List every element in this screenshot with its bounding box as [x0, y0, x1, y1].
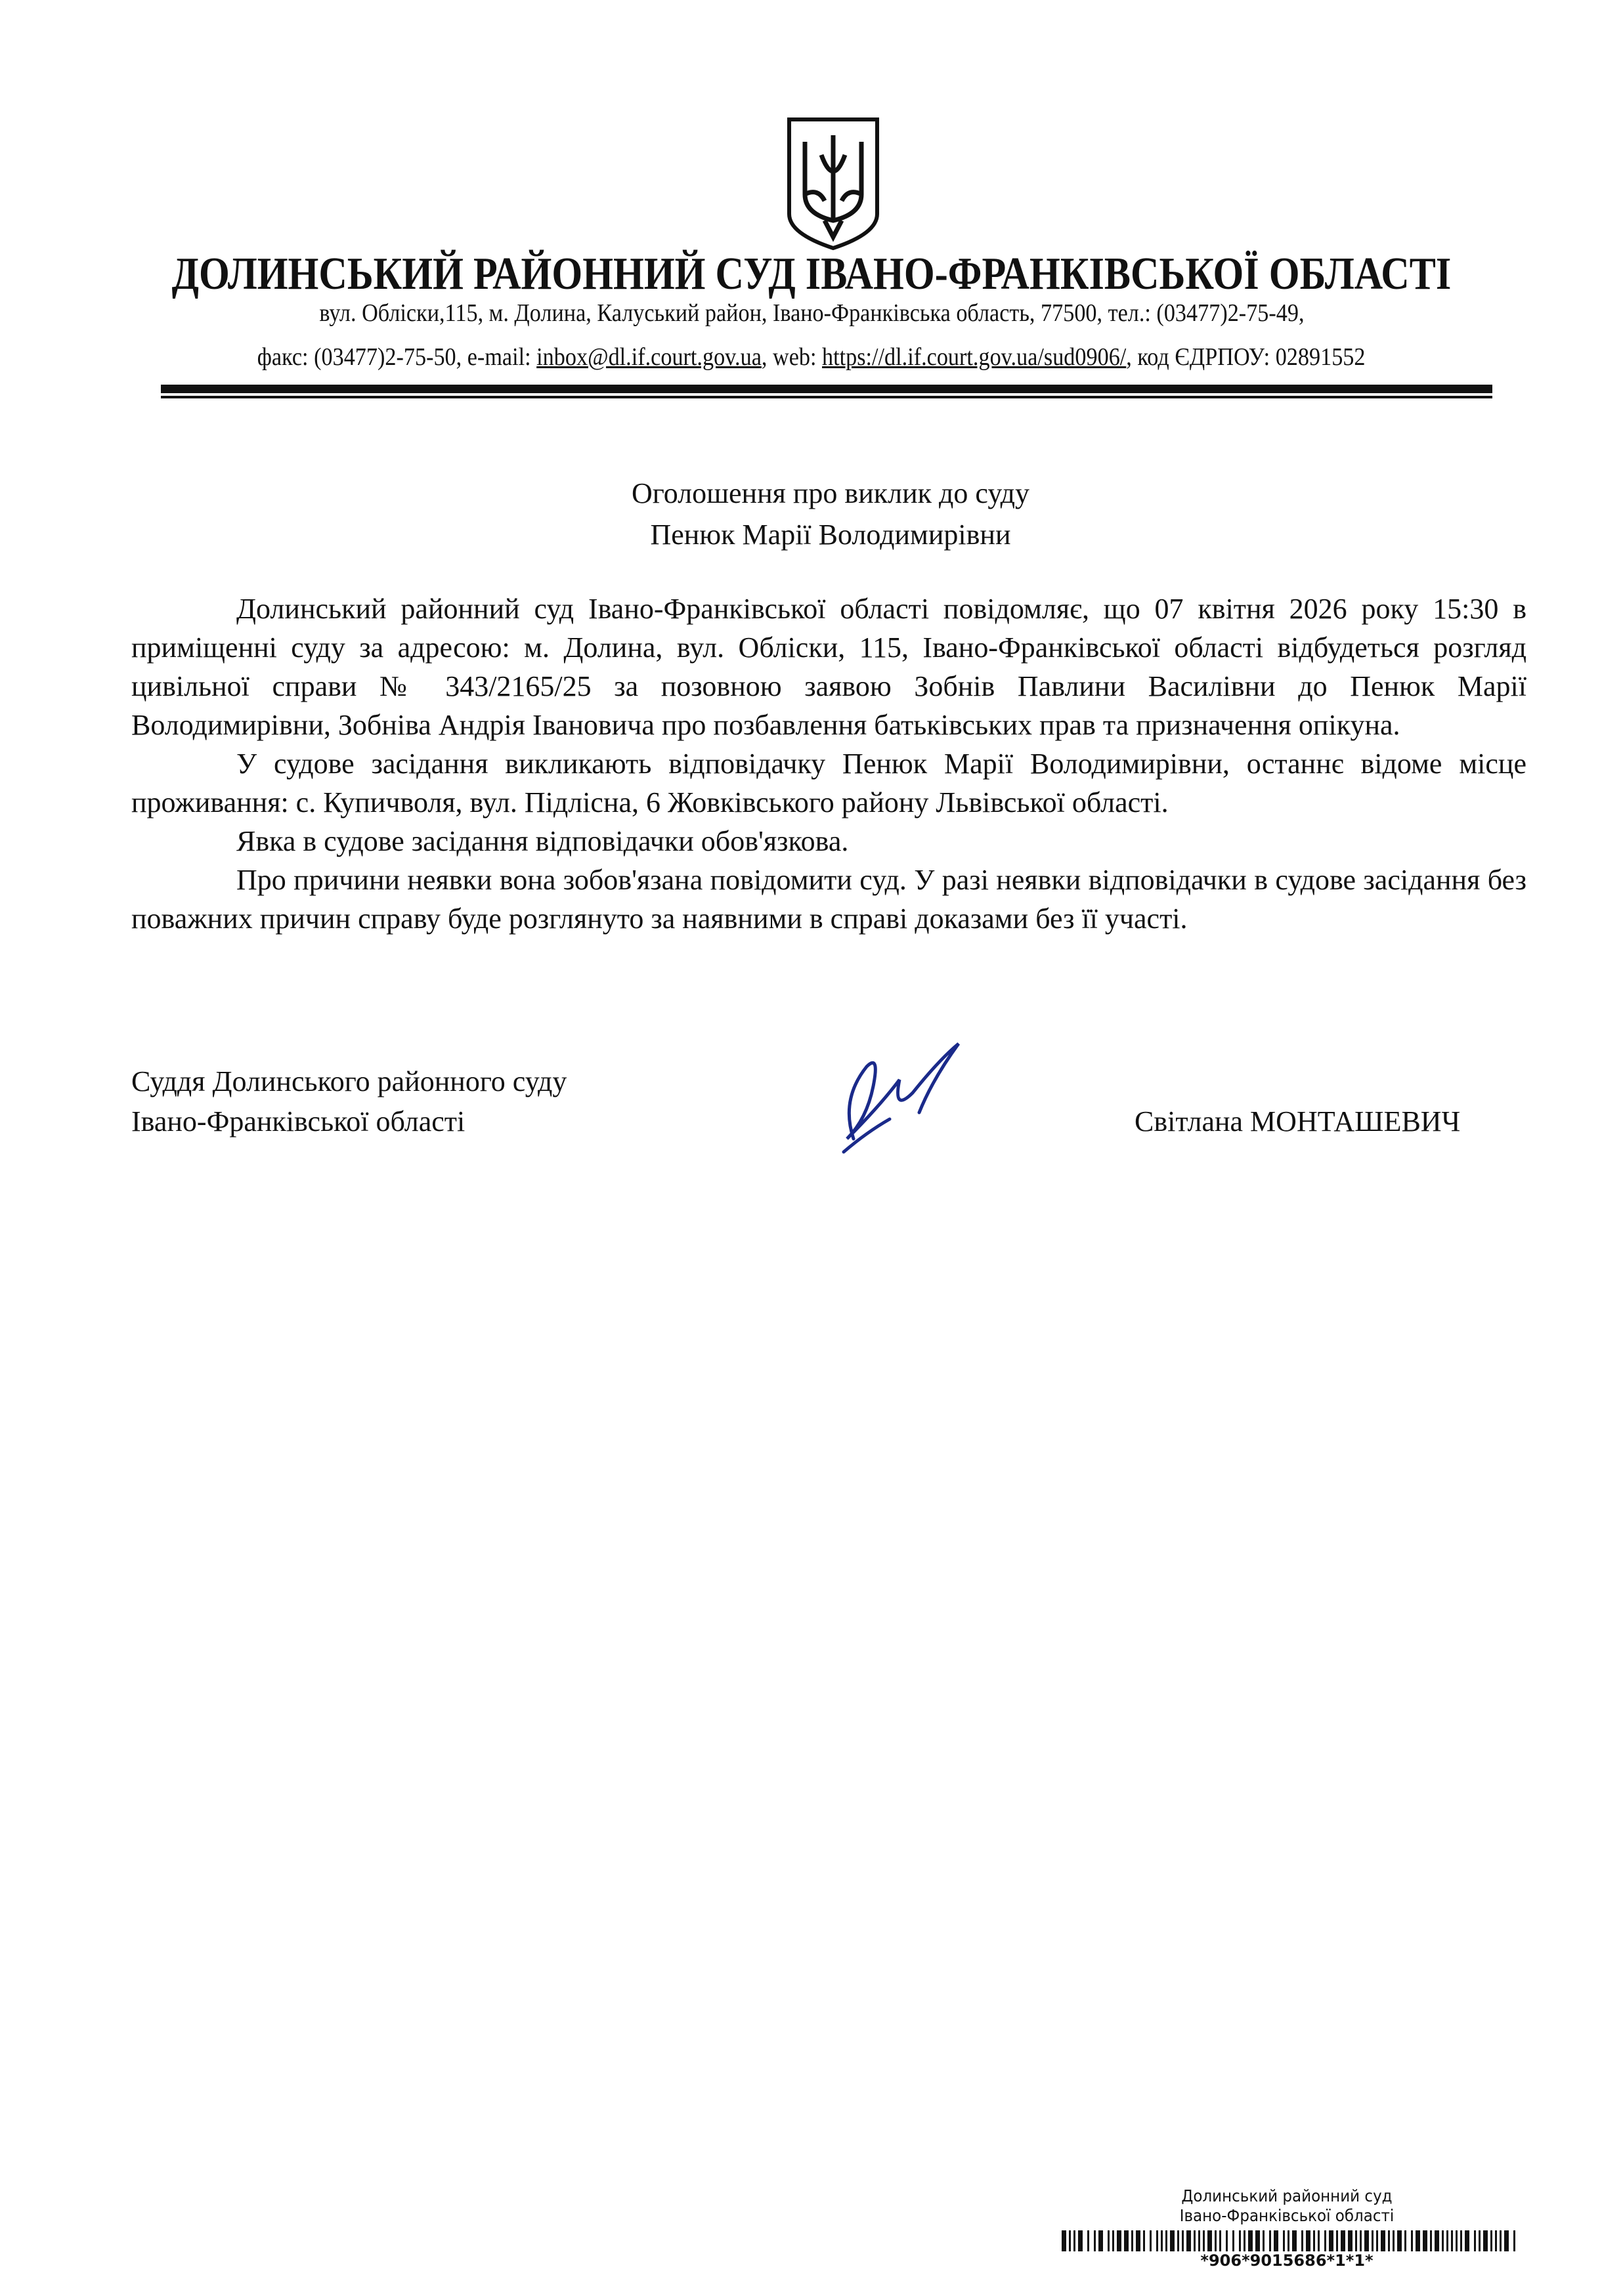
court-name-title: ДОЛИНСЬКИЙ РАЙОННИЙ СУД ІВАНО-ФРАНКІВСЬКОЇ ОБЛАСТІ	[171, 249, 1452, 299]
notice-title: Оголошення про виклик до суду	[632, 477, 1029, 509]
paragraph-hearing: Долинський районний суд Івано-Франківської області повідомляє, що 07 квітня 2026 року 15:30 в приміщенні суду за адресою: м. Долина, вул. Обліски, 115, Івано-Франківської області відбудеться розгляд цивільної справи № 343/2165/25 за позовною заявою Зобнів Павлини Василівни до Пенюк Марії Володимирівни, Зобніва Андрія Івановича про позбавлення батьківських прав та призначення опікуна.	[131, 593, 1526, 741]
barcode-bar	[1355, 2230, 1357, 2251]
judge-court: Івано-Франківської області	[131, 1105, 465, 1137]
website-link[interactable]: https://dl.if.court.gov.ua/sud0906/	[822, 343, 1127, 371]
barcode-bar	[1500, 2230, 1502, 2251]
barcode-bar	[1194, 2230, 1196, 2251]
barcode-number: *906*9015686*1*1*	[1200, 2251, 1374, 2270]
barcode-bar	[1306, 2230, 1310, 2251]
barcode-bar	[1165, 2230, 1167, 2251]
barcode-bar	[1177, 2230, 1179, 2251]
barcode-bar	[1301, 2230, 1303, 2251]
barcode-bar	[1062, 2230, 1066, 2251]
header-divider-thick	[161, 385, 1492, 393]
barcode-bar	[1456, 2230, 1458, 2251]
barcode-bar	[1094, 2230, 1096, 2251]
barcode-bar	[1348, 2230, 1352, 2251]
barcode-bar	[1131, 2230, 1133, 2251]
barcode-bar	[1442, 2230, 1444, 2251]
barcode-bar	[1288, 2230, 1289, 2251]
barcode-bar	[1513, 2230, 1515, 2251]
paragraph-absence: Про причини неявки вона зобов'язана повідомити суд. У разі неявки відповідачки в судове засідання без поважних причин справу буде розглянуто за наявними в справі доказами без її участі.	[131, 864, 1526, 935]
barcode-bar	[1136, 2230, 1140, 2251]
barcode-bar	[1283, 2230, 1285, 2251]
barcode-bar	[1435, 2230, 1439, 2251]
barcode-bar	[1336, 2230, 1338, 2251]
barcode-bar	[1078, 2230, 1083, 2251]
handwritten-signature	[827, 1040, 972, 1155]
barcode-bar	[1479, 2230, 1481, 2251]
barcode-bar	[1274, 2230, 1278, 2251]
barcode-bar	[1124, 2230, 1129, 2251]
barcode-bar	[1255, 2230, 1260, 2251]
barcode-bar	[1423, 2230, 1427, 2251]
barcode-bar	[1460, 2230, 1462, 2251]
paragraph-attendance: Явка в судове засідання відповідачки обов'язкова.	[236, 825, 849, 857]
barcode-bar	[1244, 2230, 1245, 2251]
barcode-bar	[1404, 2230, 1406, 2251]
court-address: вул. Обліски,115, м. Долина, Калуський район, Івано-Франківська область, 77500, тел.: (03477)2-75-49,	[318, 299, 1305, 327]
barcode-bar	[1465, 2230, 1469, 2251]
header-divider-thin	[161, 396, 1492, 398]
judge-name: Світлана МОНТАШЕВИЧ	[1135, 1105, 1461, 1137]
barcode-bar	[1239, 2230, 1241, 2251]
barcode-bar	[1269, 2230, 1271, 2251]
barcode-bar	[1186, 2230, 1191, 2251]
notice-body	[131, 589, 1526, 938]
barcode-bar	[1341, 2230, 1345, 2251]
barcode-bar	[1397, 2230, 1402, 2251]
barcode-bar	[1388, 2230, 1390, 2251]
stamp-line-2: Івано-Франківської області	[1179, 2206, 1395, 2225]
barcode-bar	[1416, 2230, 1420, 2251]
barcode-bar	[1161, 2230, 1163, 2251]
barcode-bar	[1381, 2230, 1385, 2251]
barcode-bar	[1108, 2230, 1110, 2251]
barcode-bar	[1313, 2230, 1315, 2251]
barcode-bar	[1451, 2230, 1453, 2251]
coat-of-arms-trident-icon	[785, 116, 881, 251]
barcode-bar	[1182, 2230, 1184, 2251]
barcode-bar	[1156, 2230, 1158, 2251]
court-contacts: факс: (03477)2-75-50, e-mail: inbox@dl.if.court.gov.ua, web: https://dl.if.court.gov.ua/sud0906/, код ЄДРПОУ: 02891552	[257, 343, 1366, 371]
barcode-bar	[1170, 2230, 1175, 2251]
barcode-bar	[1215, 2230, 1217, 2251]
barcode-bar	[1474, 2230, 1476, 2251]
barcode-bar	[1112, 2230, 1114, 2251]
barcode-bar	[1073, 2230, 1075, 2251]
stamp-line-1: Долинський районний суд	[1181, 2186, 1393, 2205]
barcode-bar	[1430, 2230, 1432, 2251]
barcode-bar	[1150, 2230, 1152, 2251]
barcode-bar	[1411, 2230, 1413, 2251]
barcode-bar	[1372, 2230, 1374, 2251]
barcode-bar	[1143, 2230, 1145, 2251]
barcode-bar	[1232, 2230, 1234, 2251]
barcode-bar	[1324, 2230, 1326, 2251]
barcode-bar	[1504, 2230, 1509, 2251]
barcode-bar	[1446, 2230, 1448, 2251]
barcode-bar	[1263, 2230, 1265, 2251]
barcode-bar	[1226, 2230, 1228, 2251]
barcode-bar	[1219, 2230, 1221, 2251]
barcode-bar	[1364, 2230, 1369, 2251]
barcode-bar	[1087, 2230, 1089, 2251]
barcode-bar	[1069, 2230, 1071, 2251]
barcode-bar	[1248, 2230, 1253, 2251]
barcode-bar	[1292, 2230, 1297, 2251]
barcode-bar	[1329, 2230, 1333, 2251]
barcode-bar	[1490, 2230, 1492, 2251]
barcode-bar	[1495, 2230, 1497, 2251]
barcode-stamp-label	[1166, 2186, 1408, 2226]
barcode-bar	[1198, 2230, 1200, 2251]
notice-addressee: Пенюк Марії Володимирівни	[650, 519, 1011, 551]
barcode-bar	[1203, 2230, 1205, 2251]
barcode-bar	[1360, 2230, 1362, 2251]
email-link[interactable]: inbox@dl.if.court.gov.ua	[536, 343, 762, 371]
barcode-bar	[1393, 2230, 1395, 2251]
barcode	[1062, 2230, 1520, 2251]
barcode-bar	[1117, 2230, 1121, 2251]
barcode-bar	[1483, 2230, 1488, 2251]
barcode-bar	[1207, 2230, 1212, 2251]
judge-position: Суддя Долинського районного суду	[131, 1065, 567, 1097]
barcode-bar	[1376, 2230, 1378, 2251]
barcode-bar	[1098, 2230, 1103, 2251]
barcode-bar	[1318, 2230, 1320, 2251]
paragraph-summons: У судове засідання викликають відповідачку Пенюк Марії Володимирівни, останнє відоме місце проживання: с. Купичволя, вул. Підлісна, 6 Жовківського району Львівської області.	[131, 748, 1526, 818]
